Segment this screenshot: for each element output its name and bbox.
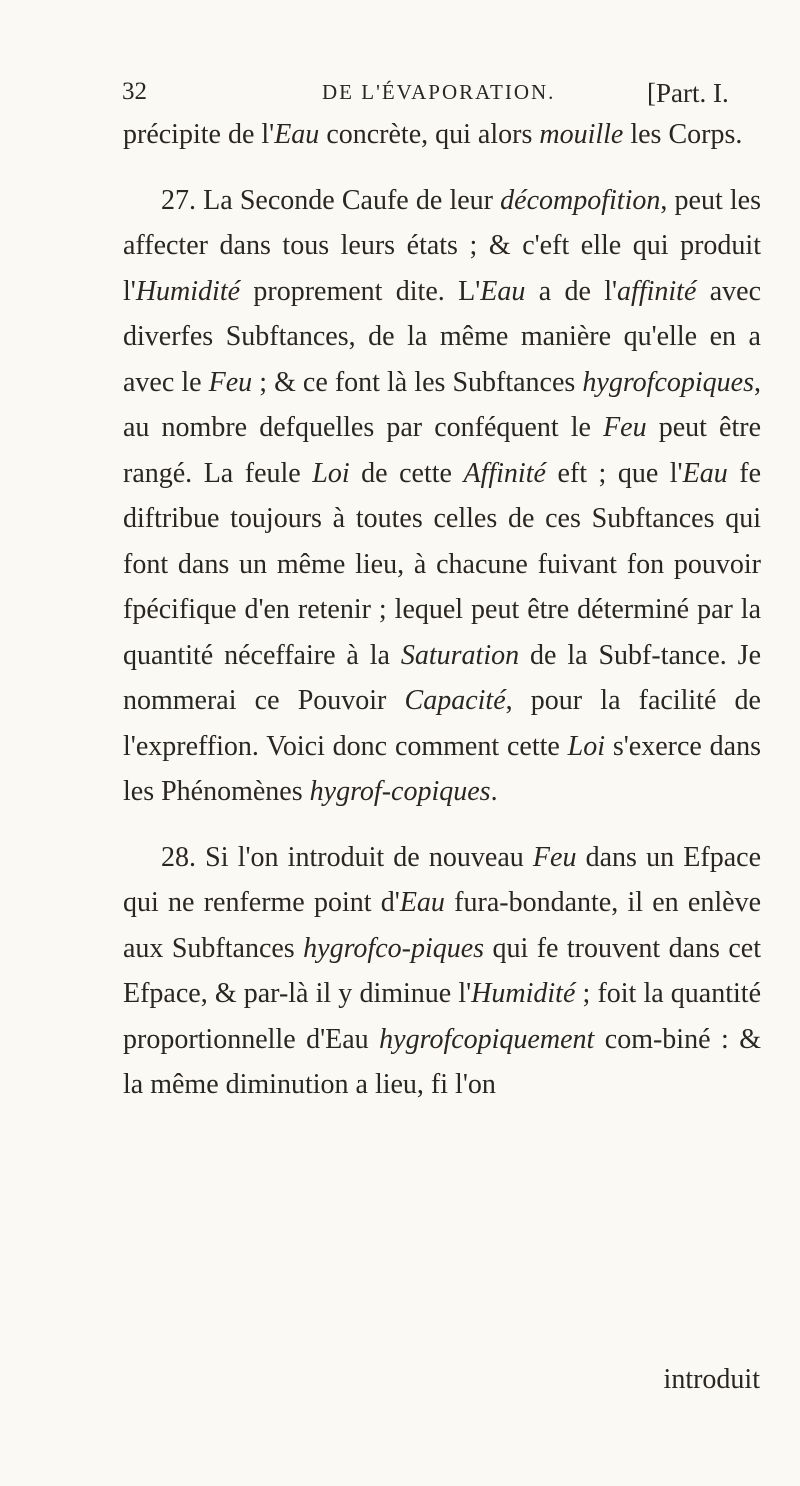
italic-run: décompofition [500,184,661,216]
text-run: dans un Efpace qui ne renferme point d' [123,841,761,918]
italic-run: hygrofcopiquement [379,1023,595,1055]
text-run: com-biné : & la même diminution a lieu, fi l'on [123,1023,762,1100]
paragraph-27 [123,178,761,815]
text-run: de la Subf-tance. Je nommerai ce Pouvoir [123,639,761,716]
text-run: fura-bondante, il en enlève aux Subftances [123,887,761,964]
text-run: , au nombre defquelles par conféquent le [123,366,761,443]
italic-run: Feu [532,841,577,873]
text-run: les Corps. [623,119,743,150]
italic-run: Feu [208,366,253,398]
italic-run: Humidité [135,275,241,307]
italic-run: mouille [539,119,624,150]
text-run: . [490,776,498,807]
italic-run: affinité [617,275,697,307]
text-run: peut être rangé. La feule [123,412,761,489]
text-run: , peut les affecter dans tous leurs états ; & c'eft elle qui produit l' [123,184,762,307]
italic-run: Eau [682,457,728,489]
paragraph-continuation [123,112,761,158]
italic-run: Affinité [463,457,546,489]
part-label: [Part. I. [647,78,729,108]
text-run: a de l' [525,275,618,307]
text-run: qui fe trouvent dans cet Efpace, & par-là il y diminue l' [123,932,761,1009]
italic-run: Loi [567,730,606,762]
italic-run: Humidité [471,978,576,1009]
italic-run: Eau [480,275,526,307]
catchword: introduit [663,1364,760,1395]
text-run: 28. Si l'on introduit de nouveau [161,841,533,873]
body-text [123,112,761,1108]
italic-run: Eau [399,887,445,918]
italic-run: Loi [312,457,350,489]
text-run: eft ; que l' [545,457,683,489]
text-run: fe diftribue toujours à toutes celles de ces Subftances qui font dans un même lieu, à chacune fuivant fon pouvoir fpécifique d'en retenir ; lequel peut être déterminé par la quantité néceffaire à la [123,457,761,671]
italic-run: Eau [274,119,320,150]
text-run: de cette [349,457,464,489]
italic-run: hygrof-copiques [309,776,491,807]
page-number: 32 [122,78,147,105]
italic-run: Feu [603,412,647,443]
text-run: ; & ce font là les Subftances [252,366,583,398]
text-run: concrète, qui alors [319,119,540,150]
italic-run: hygrofco-piques [303,932,485,964]
text-run: précipite de l' [123,119,275,150]
text-run: proprement dite. L' [240,275,481,307]
italic-run: Capacité [404,685,506,716]
paragraph-28 [123,835,761,1108]
text-run: ; foit la quantité proportionnelle d'Eau [123,978,761,1055]
text-run: s'exerce dans les Phénomènes [123,730,761,807]
text-run: 27. La Seconde Caufe de leur [161,184,501,216]
text-run: , pour la facilité de l'expreffion. Voici donc comment cette [123,685,761,762]
running-title: DE L'ÉVAPORATION. [322,80,556,104]
italic-run: hygrofcopiques [582,366,754,398]
italic-run: Saturation [400,639,520,671]
text-run: avec diverfes Subftances, de la même manière qu'elle en a avec le [123,275,761,398]
